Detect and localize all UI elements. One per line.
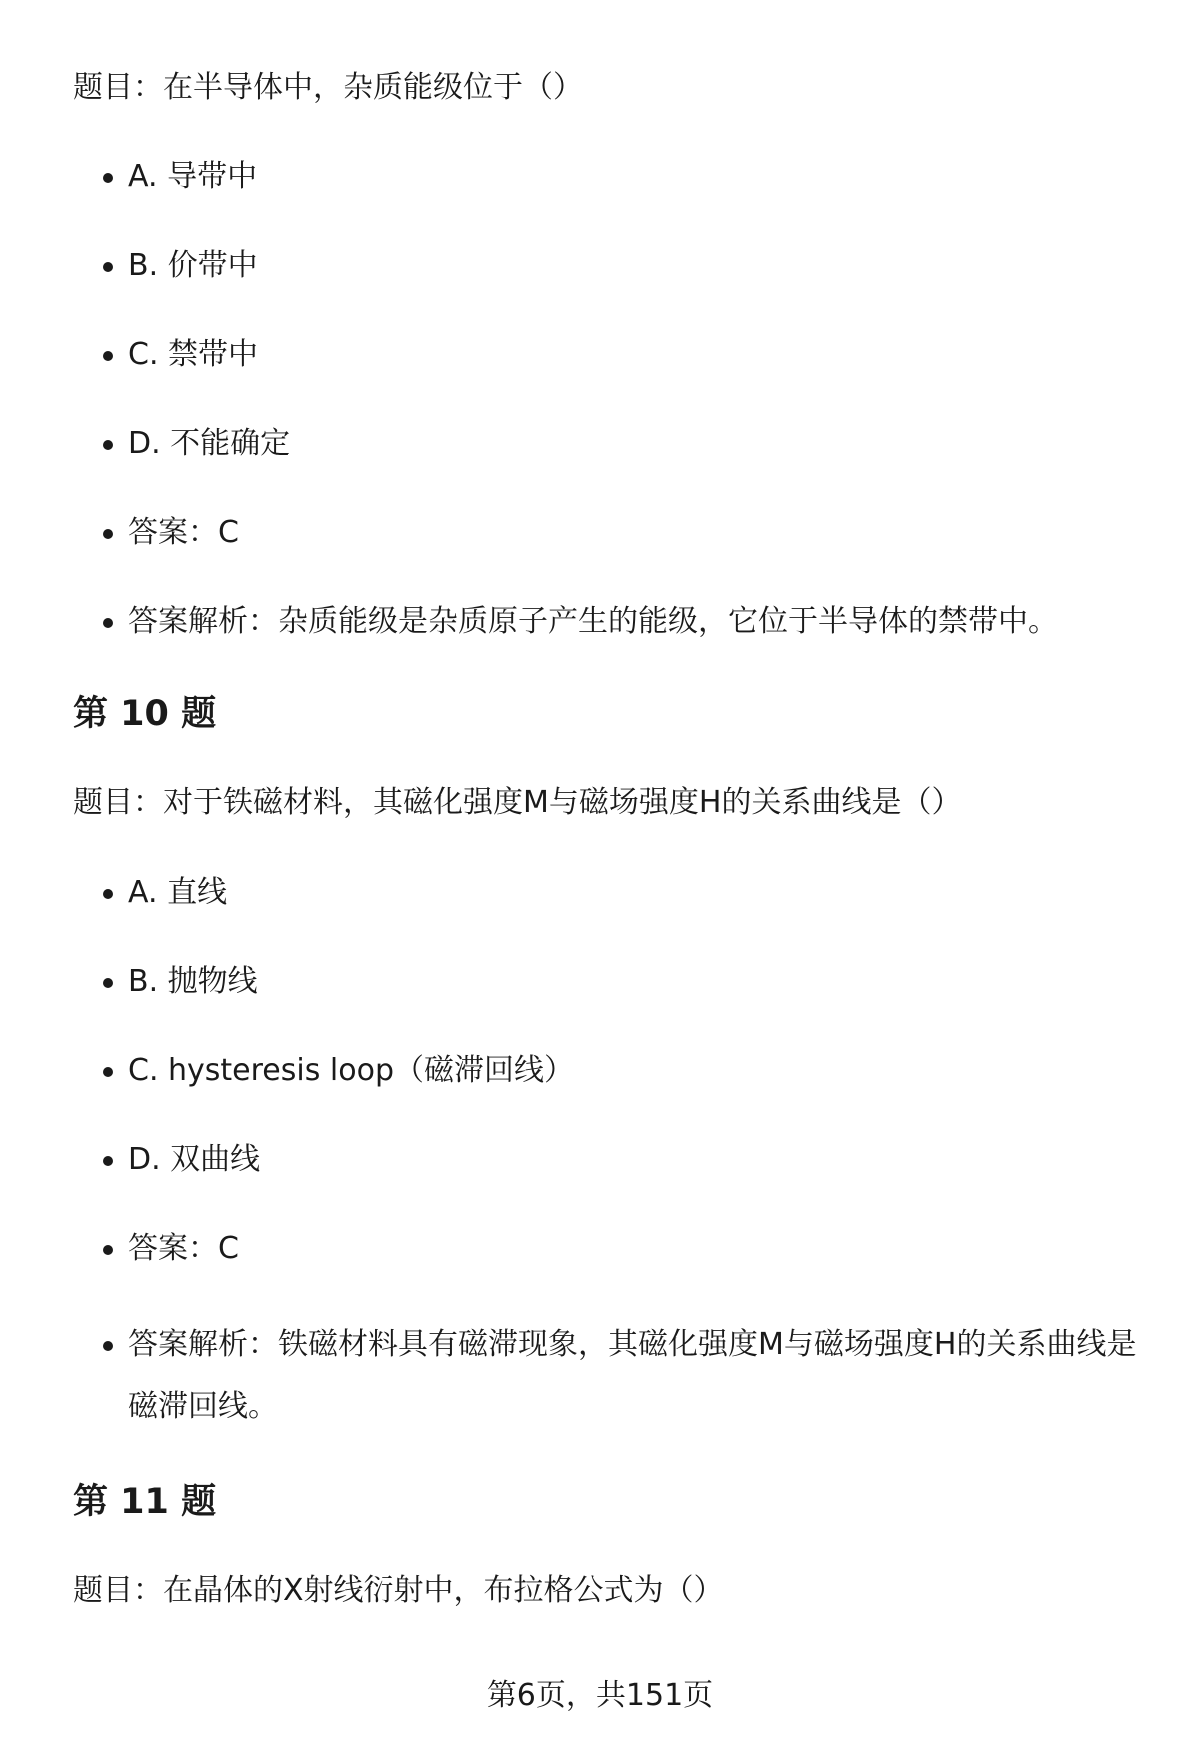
question-11-heading: 第 11 题 — [73, 1482, 217, 1522]
bullet-icon — [103, 529, 113, 539]
question-10-option-b — [73, 958, 1143, 1006]
question-9-option-b — [73, 242, 1143, 290]
question-10-answer — [73, 1225, 1143, 1273]
answer-text: 答案：C — [128, 515, 239, 550]
bullet-icon — [103, 351, 113, 361]
option-text: A. 直线 — [128, 875, 228, 910]
bullet-icon — [103, 1245, 113, 1255]
question-9-explanation — [73, 598, 1143, 646]
question-9-option-a — [73, 153, 1143, 201]
option-text: D. 双曲线 — [128, 1142, 261, 1177]
answer-text: 答案：C — [128, 1231, 239, 1266]
option-text: D. 不能确定 — [128, 426, 291, 461]
bullet-icon — [103, 978, 113, 988]
bullet-icon — [103, 1341, 113, 1351]
option-text: C. 禁带中 — [128, 337, 259, 372]
question-10-option-d — [73, 1136, 1143, 1184]
question-9-answer — [73, 509, 1143, 557]
option-text: C. hysteresis loop（磁滞回线） — [128, 1053, 574, 1088]
explanation-text: 答案解析：杂质能级是杂质原子产生的能级，它位于半导体的禁带中。 — [128, 604, 1058, 639]
question-9-option-d — [73, 420, 1143, 468]
document-page — [73, 64, 1143, 1615]
bullet-icon — [103, 618, 113, 628]
option-text: A. 导带中 — [128, 159, 258, 194]
explanation-text: 答案解析：铁磁材料具有磁滞现象，其磁化强度M与磁场强度H的关系曲线是磁滞回线。 — [128, 1327, 1137, 1424]
bullet-icon — [103, 173, 113, 183]
bullet-icon — [103, 440, 113, 450]
bullet-icon — [103, 1067, 113, 1077]
question-10-heading: 第 10 题 — [73, 694, 217, 734]
question-9-options — [73, 153, 1143, 646]
option-text: B. 抛物线 — [128, 964, 258, 999]
bullet-icon — [103, 262, 113, 272]
question-9-text: 题目：在半导体中，杂质能级位于（） — [73, 70, 583, 105]
question-10-option-c — [73, 1047, 1143, 1095]
bullet-icon — [103, 889, 113, 899]
question-10-options — [73, 869, 1143, 1438]
option-text: B. 价带中 — [128, 248, 258, 283]
question-10-text: 题目：对于铁磁材料，其磁化强度M与磁场强度H的关系曲线是（） — [73, 785, 962, 820]
question-11-text: 题目：在晶体的X射线衍射中，布拉格公式为（） — [73, 1573, 724, 1608]
question-10-explanation — [73, 1314, 1143, 1438]
question-9-option-c — [73, 331, 1143, 379]
question-10-option-a — [73, 869, 1143, 917]
page-number-footer: 第6页，共151页 — [486, 1678, 714, 1713]
bullet-icon — [103, 1156, 113, 1166]
